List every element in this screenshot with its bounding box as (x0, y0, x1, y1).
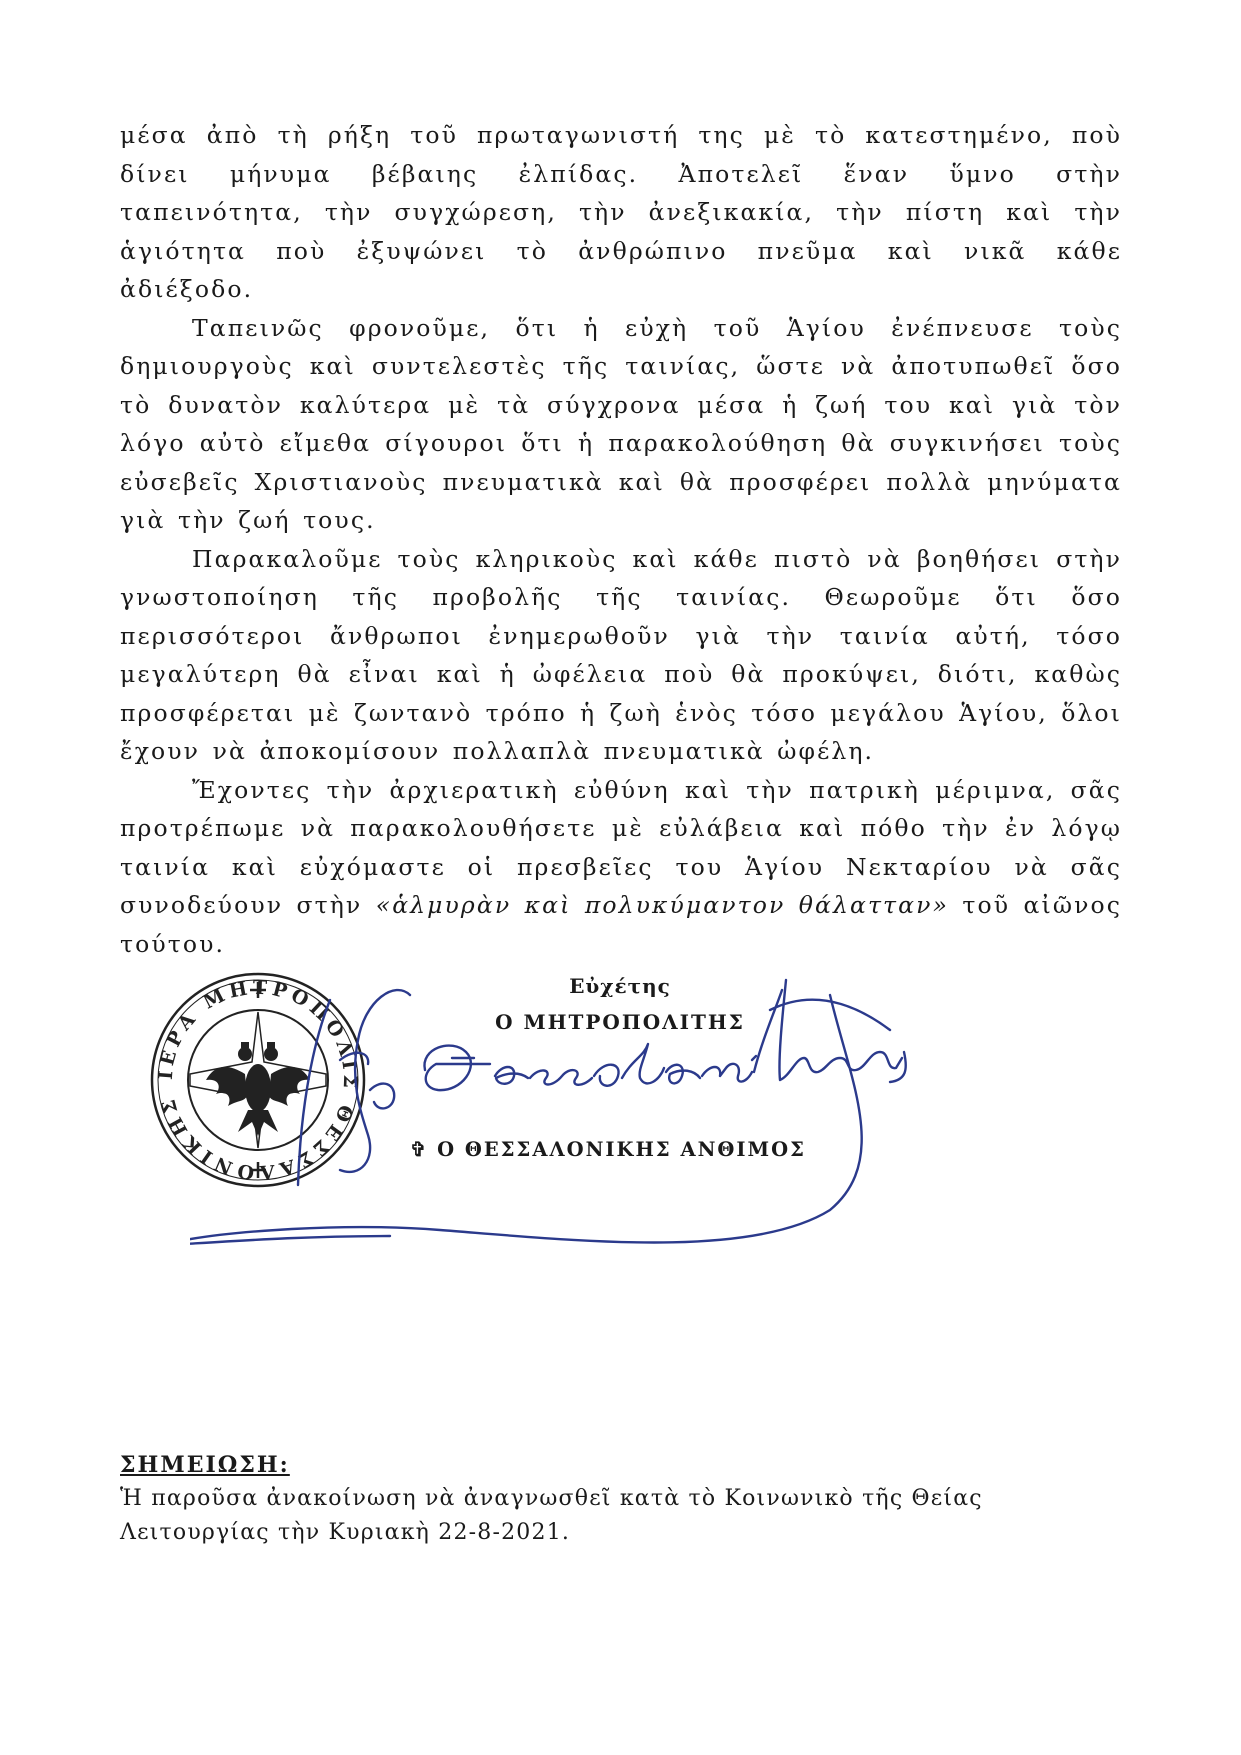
letter-body (120, 116, 1122, 963)
seal-legend: ΙΕΡΑ ΜΗΤΡΟΠΟΛΙΣ ΘΕΣΣΑΛΟΝΙΚΗΣ (154, 976, 362, 1184)
handwritten-signature (190, 960, 990, 1290)
note-title: ΣΗΜΕΙΩΣΗ: (120, 1452, 290, 1478)
paragraph-4-quote: «ἁλμυρὰν καὶ πολυκύμαντον θάλατταν» (375, 891, 949, 919)
paragraph-4-part-1: Ἔχοντες τὴν ἀρχιερατικὴ εὐθύνη καὶ τὴν πατρικὴ μέριμνα, σᾶς προτρέπωμε νὰ παρακολουθήσετε μὲ εὐλάβεια καὶ πόθο τὴν ἐν λόγῳ ταινία καὶ εὐχόμαστε οἱ πρεσβεῖες του Ἁγίου Νεκταρίου νὰ σᾶς συνοδεύουν στὴν (120, 775, 1122, 919)
note-section (120, 1448, 1122, 1550)
signatory-name: ✞ Ο ΘΕΣΣΑΛΟΝΙΚΗΣ ΑΝΘΙΜΟΣ (410, 1138, 806, 1161)
paragraph-4-part-2: τοῦ αἰῶνος τούτου. (120, 891, 1122, 958)
signature-block (0, 960, 1241, 1290)
closing-salutation: Εὐχέτης (569, 974, 671, 998)
paragraph-4 (120, 771, 1122, 964)
paragraph-1: μέσα ἀπὸ τὴ ρήξη τοῦ πρωταγωνιστή της μὲ τὸ κατεστημένο, ποὺ δίνει μήνυμα βέβαιης ἐλπίδας. Ἀποτελεῖ ἕναν ὕμνο στὴν ταπεινότητα, τὴν συγχώρεση, τὴν ἀνεξικακία, τὴν πίστη καὶ τὴν ἁγιότητα ποὺ ἐξυψώνει τὸ ἀνθρώπινο πνεῦμα καὶ νικᾶ κάθε ἀδιέξοδο. (120, 121, 1122, 303)
paragraph-3: Παρακαλοῦμε τοὺς κληρικοὺς καὶ κάθε πιστὸ νὰ βοηθήσει στὴν γνωστοποίηση τῆς προβολῆς τῆς ταινίας. Θεωροῦμε ὅτι ὅσο περισσότεροι ἄνθρωποι ἐνημερωθοῦν γιὰ τὴν ταινία αὐτή, τόσο μεγαλύτερη θὰ εἶναι καὶ ἡ ὠφέλεια ποὺ θὰ προκύψει, διότι, καθὼς προσφέρεται μὲ ζωντανὸ τρόπο ἡ ζωὴ ἑνὸς τόσο μεγάλου Ἁγίου, ὅλοι ἔχουν νὰ ἀποκομίσουν πολλαπλὰ πνευματικὰ ὠφέλη. (120, 544, 1122, 765)
paragraph-2: Ταπεινῶς φρονοῦμε, ὅτι ἡ εὐχὴ τοῦ Ἁγίου ἐνέπνευσε τοὺς δημιουργοὺς καὶ συντελεστὲς τῆς ταινίας, ὥστε νὰ ἀποτυπωθεῖ ὅσο τὸ δυνατὸν καλύτερα μὲ τὰ σύγχρονα μέσα ἡ ζωή του καὶ γιὰ τὸν λόγο αὐτὸ εἴμεθα σίγουροι ὅτι ἡ παρακολούθηση θὰ συγκινήσει τοὺς εὐσεβεῖς Χριστιανοὺς πνευματικὰ καὶ θὰ προσφέρει πολλὰ μηνύματα γιὰ τὴν ζωή τους. (120, 313, 1122, 534)
note-text: Ἡ παροῦσα ἀνακοίνωση νὰ ἀναγνωσθεῖ κατὰ τὸ Κοινωνικὸ τῆς Θείας Λειτουργίας τὴν Κυριακὴ 22-8-2021. (120, 1486, 983, 1545)
closing-title: Ο ΜΗΤΡΟΠΟΛΙΤΗΣ (495, 1010, 745, 1034)
